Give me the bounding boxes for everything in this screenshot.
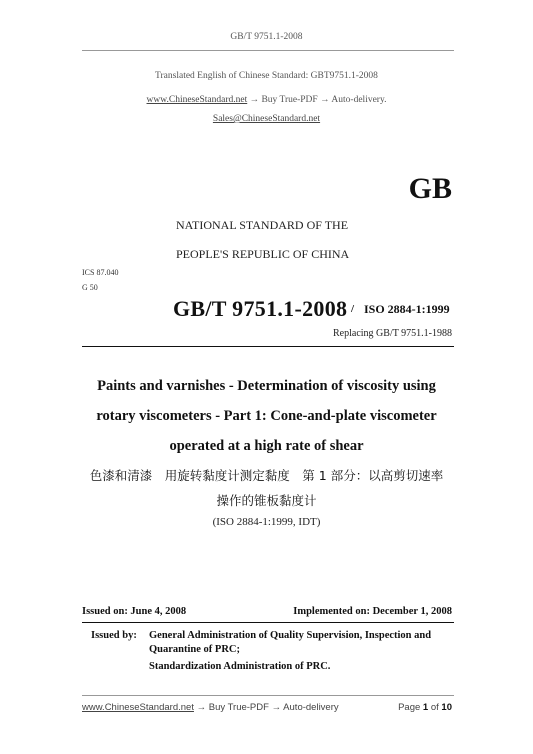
header-divider [82, 50, 454, 51]
national-line-2: PEOPLE'S REPUBLIC OF CHINA [176, 247, 350, 261]
page-indicator [398, 702, 452, 713]
footer-site-link[interactable]: www.ChineseStandard.net [82, 702, 194, 713]
implemented-date: Implemented on: December 1, 2008 [293, 606, 452, 617]
page-of: of [430, 702, 439, 713]
email-row [0, 114, 533, 124]
title-en-line-3: operated at a high rate of shear [169, 438, 364, 454]
email-link[interactable]: Sales@ChineseStandard.net [212, 114, 321, 124]
title-divider [82, 346, 454, 347]
footer-buy-text: → Buy True-PDF → Auto-delivery [196, 702, 339, 713]
title-cn-line-1: 色漆和清漆 用旋转黏度计测定黏度 第 1 部分：以高剪切速率 [89, 468, 444, 483]
group-code: G 50 [82, 283, 98, 292]
title-en-line-2: rotary viscometers - Part 1: Cone-and-plate viscometer [96, 408, 437, 424]
issuer-line-3: Standardization Administration of PRC. [149, 661, 331, 672]
replacing-line: Replacing GB/T 9751.1-1988 [333, 328, 452, 339]
standard-number: GB/T 9751.1-2008 [173, 296, 348, 321]
equivalence-line: (ISO 2884-1:1999, IDT) [212, 516, 321, 528]
page-label: Page [398, 702, 421, 713]
issuer-line-1: General Administration of Quality Supervision, Inspection and [149, 630, 432, 641]
page-total: 10 [441, 702, 452, 713]
issued-date: Issued on: June 4, 2008 [82, 606, 187, 617]
site-link[interactable]: www.ChineseStandard.net [146, 95, 248, 105]
banner-links [0, 95, 533, 105]
ics-code: ICS 87.040 [82, 268, 119, 277]
buy-text: → Buy True-PDF → Auto-delivery. [249, 95, 387, 105]
national-line-1: NATIONAL STANDARD OF THE [176, 218, 349, 232]
running-header: GB/T 9751.1-2008 [230, 32, 303, 42]
footer-divider [82, 695, 454, 696]
title-cn-line-2: 操作的锥板黏度计 [216, 493, 317, 508]
page-number: 1 [422, 702, 429, 713]
translated-line: Translated English of Chinese Standard: GBT9751.1-2008 [155, 71, 378, 81]
standard-separator: / [351, 303, 355, 315]
issuer-label: Issued by: [91, 630, 137, 641]
iso-number: ISO 2884-1:1999 [364, 302, 450, 316]
gb-logo: GB [408, 172, 452, 205]
dates-divider [82, 622, 454, 623]
title-en-line-1: Paints and varnishes - Determination of viscosity using [97, 378, 436, 394]
issuer-line-2: Quarantine of PRC; [149, 644, 240, 655]
footer-links [82, 702, 339, 713]
